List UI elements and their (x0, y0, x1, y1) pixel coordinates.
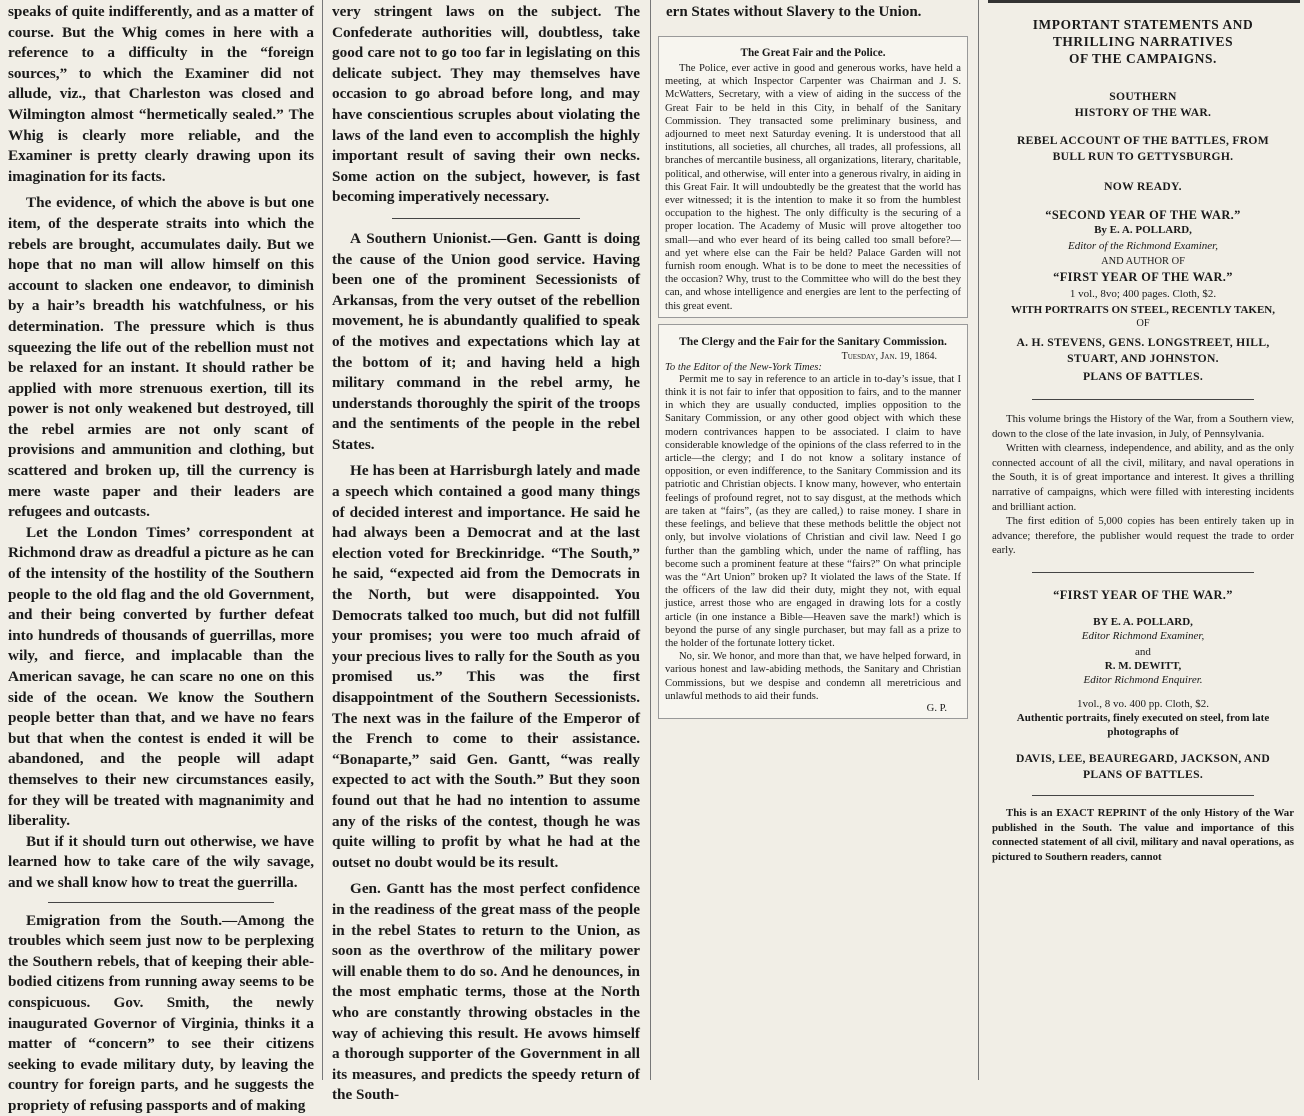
fair-article-box (658, 36, 968, 318)
book-title: “FIRST YEAR OF THE WAR.” (1053, 270, 1233, 284)
article-paragraph: The evidence, of which the above is but one item, of the desperate straits into which the rebels are brought, accumulates daily. But we hope that no man will allow himself on this account to slacken one endeavor, to diminish by a hair’s breadth his watchfulness, or his determination. The pressure which is thus squeezing the life out of the rebellion must not be relaxed for an instant. It should rather be applied with more strenuous exertion, till its power is not only weakened but destroyed, till the rebel armies are not only scant of provisions and ammunition and clothing, but scattered and broken up, till the currency is mere waste paper and their leaders are refugees and outcasts. (8, 194, 314, 521)
clergy-dateline: Tuesday, Jan. 19, 1864. (841, 350, 937, 362)
ad-title-line: IMPORTANT STATEMENTS AND (1032, 17, 1254, 32)
article-paragraph: But if it should turn out otherwise, we have learned how to take care of the wily savage, and we shall know how to treat the guerrilla. (8, 832, 314, 891)
article-paragraph: speaks of quite indifferently, and as a matter of course. But the Whig comes in here with a reference to a difficulty in the “foreign sources,” to which the Examiner did not allude, viz., that Charleston was closed and Wilmington almost “hermetically sealed.” The Whig is clearly more reliable, and the Examiner is pretty clearly drawing upon its imagination for its facts. (8, 3, 314, 185)
section-divider (48, 902, 274, 903)
book-editor: Editor Richmond Enquirer. (1083, 673, 1203, 686)
portraits-line: Authentic portraits, finely executed on steel, from late photographs of (1016, 711, 1270, 738)
ad-description: The first edition of 5,000 copies has been entirely taken up in advance; therefore, the publisher would request the trade to order early. (992, 515, 1294, 557)
emigration-article: Emigration from the South.—Among the troubles which seem just now to be perplexing the Southern rebels, that of keeping their able-bodied citizens from running away seems to be conspicuous. Gov. Smith, the newly inaugurated Governor of Virginia, thinks it a matter of “concern” to see their citizens seeking to evade military duty, by leaving the country for foreign parts, and he suggests the propriety of refusing passports and of making (8, 911, 314, 1114)
portraits-line: WITH PORTRAITS ON STEEL, RECENTLY TAKEN, (1011, 304, 1275, 316)
book-title: “SECOND YEAR OF THE WAR.” (1045, 208, 1241, 222)
unionist-paragraph: He has been at Harrisburgh lately and made a speech which contained a good many things of decided interest and importance. He said he had always been a Democrat and at the last election voted for Breckinridge. “The South,” he said, “expected aid from the Democrats in the North, but were disappointed. You Democrats talked too much, but did not fulfill your promises; you were too much afraid of your precious lives to rally for the South as you promised us.” This was the first disappointment of the Southern Secessionists. The next was in the failure of the Emperor of the French to come to their assistance. “Bonaparte,” said Gen. Gantt, “was really expected to act with the South.” But they soon found out that he had no intention to assume any of the risks of the contest, though he was quite willing to profit by what he had at the outset no doubt would be its result. (332, 462, 640, 871)
book-price: 1 vol., 8vo; 400 pages. Cloth, $2. (1069, 288, 1217, 300)
ad-description: This volume brings the History of the War, from a Southern view, down to the close of the late invasion, in July, of Pennsylvania. (992, 413, 1294, 440)
continued-line: ern States without Slavery to the Union. (666, 4, 922, 20)
column-2 (324, 0, 646, 1104)
portrait-names: A. H. STEVENS, GENS. LONGSTREET, HILL, (1016, 336, 1270, 349)
section-divider (1032, 399, 1254, 400)
plans-line: PLANS OF BATTLES. (1082, 767, 1204, 781)
fair-article-body: The Police, ever active in good and generous works, have held a meeting, at which Inspector Carpenter was Chairman and J. S. McWatters, Secretary, with a view of aiding in the success of the Great Fair to be held in this City, in behalf of the Sanitary Commission. They transacted some preliminary business, and adjourned to meet next Saturday evening. It is understood that all institutions, all societies, all churches, all trades, all professions, all branches of mercantile business, all organizations, literary, charitable, political, and otherwise, will enter into a generous rivalry, in aiding in this Great Fair. It will undoubtedly be the greatest that the world has ever witnessed; it is the intention to make it so from the humblest occupation to the highest. The only difficulty is the securing of a proper location. The Academy of Music will prove altogether too small—and who ever heard of its being called too small before?—and yet where else can the Fair be held? Palace Garden will not furnish room enough. What is to be done to meet the necessities of the occasion? Why, trust to the Committee who will do the best they can, and whose intelligence and energies are lent to the perfecting of this great event. (665, 63, 961, 312)
section-divider (1032, 572, 1254, 573)
ad-title-line: THRILLING NARRATIVES (1052, 34, 1234, 49)
ad-description: This is an EXACT REPRINT of the only History of the War published in the South. The value and importance of this connected statement of all civil, military and naval operations, as pictured to Southern readers, cannot (992, 806, 1294, 863)
clergy-paragraph: No, sir. We honor, and more than that, we have helped forward, in various honest and law-abiding methods, the Sanitary and Christian Commissions, but we despise and condemn all meretricious and unlawful methods to aid their funds. (665, 651, 961, 702)
clergy-article-box (658, 324, 968, 719)
portrait-names: DAVIS, LEE, BEAUREGARD, JACKSON, AND (1015, 751, 1271, 765)
book-author: By E. A. POLLARD, (1094, 224, 1192, 236)
section-divider (392, 218, 580, 219)
ad-title-line: OF THE CAMPAIGNS. (1069, 51, 1217, 66)
column-4-advertisement (982, 0, 1302, 1080)
ad-subtitle: REBEL ACCOUNT OF THE BATTLES, FROM (1016, 134, 1269, 147)
and-line: and (1135, 645, 1151, 658)
book-author: R. M. DEWITT, (1104, 659, 1182, 672)
clergy-paragraph: Permit me to say in reference to an article in to-day’s issue, that I think it is not fair to infer that opposition to fairs, and to the manner in which they are usually conducted, implies opposition to the Sanitary Commission, or any other good object with which these modern contrivances happen to be associated. I claim to have considerable knowledge of the opinions of the class referred to in the article—the clergy; and I do not know a solitary instance of opposition, or even indifference, to the Sanitary Commission and its patriotic and Christian objects. I know many, however, who entertain feelings of profound regret, not to say disgust, at the methods which are taken at “fairs”, (as they are called,) to raise money. I share in these feelings, and believe that these methods belittle the object not only, but involve violations of Christian and civil law. Need I go further than the gambling which, under the name of raffling, has become such a prominent feature at these “fairs?” On what principle was the “Art Union” broken up? It violated the laws of the State. If the officers of the law did their duty, might they not, with equal justice, arrest those who are engaged in drawing lots for a costly article (in one instance a Bible—Heaven save the mark!) which is beyond the purse of any single purchaser, but may fall as a prize to the holder of the fortunate lottery ticket. (665, 373, 961, 649)
book-and-author: AND AUTHOR OF (1101, 256, 1185, 267)
column-3 (652, 0, 974, 1080)
book-editor: Editor Richmond Examiner, (1081, 629, 1205, 642)
of-line: OF (1136, 318, 1150, 329)
plans-line: PLANS OF BATTLES. (1082, 370, 1204, 383)
book-author: BY E. A. POLLARD, (1093, 615, 1193, 628)
ad-subtitle: BULL RUN TO GETTYSBURGH. (1052, 150, 1234, 163)
section-divider (1032, 795, 1254, 796)
book-price: 1vol., 8 vo. 400 pp. Cloth, $2. (1076, 697, 1209, 710)
ad-subtitle: HISTORY OF THE WAR. (1074, 106, 1212, 119)
clergy-signature: G. P. (926, 702, 947, 714)
portrait-names: STUART, AND JOHNSTON. (1067, 352, 1219, 365)
column-1 (2, 0, 318, 1114)
column-rule (322, 0, 323, 1080)
ad-subtitle: SOUTHERN (1109, 90, 1177, 103)
now-ready: NOW READY. (1104, 180, 1182, 193)
clergy-salutation: To the Editor of the New-York Times: (665, 361, 822, 373)
column-rule (978, 0, 979, 1080)
fair-headline: The Great Fair and the Police. (740, 47, 886, 59)
article-paragraph: Let the London Times’ correspondent at Richmond draw as dreadful a picture as he can of the intensity of the hostility of the Southern people to the old flag and the old Government, and their being converted by further defeat into hundreds of thousands of guerrillas, more wily, and fierce, and implacable than the American savage, he can scare no one on this side of the ocean. We know the Southern people better than that, and we have no fears but that when the contest is ended it will be abandoned, and the people will adapt themselves to their new circumstances easily, for they will be treated with magnanimity and liberality. (8, 523, 314, 830)
article-paragraph: very stringent laws on the subject. The Confederate authorities will, doubtless, take good care not to go too far in legislating on this delicate subject. They may themselves have occasion to go abroad before long, and may have conscientious scruples about violating the laws of the land even to accomplish the highly important result of saving their own necks. Some action on the subject, however, is fast becoming imperatively necessary. (332, 3, 640, 206)
book-title: “FIRST YEAR OF THE WAR.” (1053, 587, 1233, 602)
unionist-paragraph: A Southern Unionist.—Gen. Gantt is doing the cause of the Union good service. Having been one of the prominent Secessionists of Arkansas, from the very outset of the rebellion movement, he is abundantly qualified to speak of the motives and expectations which lay at the bottom of it; and having held a high military command in the rebel army, he understands thoroughly the spirit of the troops and the sentiments of the people in the rebel States. (332, 229, 640, 453)
column-rule (650, 0, 651, 1080)
book-editor: Editor of the Richmond Examiner, (1067, 240, 1218, 252)
clergy-headline: The Clergy and the Fair for the Sanitary Commission. (679, 334, 947, 348)
unionist-paragraph: Gen. Gantt has the most perfect confidence in the readiness of the great mass of the people in the rebel States to return to the Union, as soon as the overthrow of the military power will enable them to do so. And he denounces, in the most emphatic terms, those at the North who are constantly throwing obstacles in the way of achieving this result. He avows himself a thorough supporter of the Government in all its measures, and predicts the speedy return of the South- (332, 880, 640, 1104)
ad-description: Written with clearness, independence, and ability, and as the only connected account of all the civil, military, and naval operations in the South, it is of great importance and interest. It gives a thrilling narrative of campaigns, which were filled with interesting incidents and brilliant action. (992, 442, 1294, 513)
